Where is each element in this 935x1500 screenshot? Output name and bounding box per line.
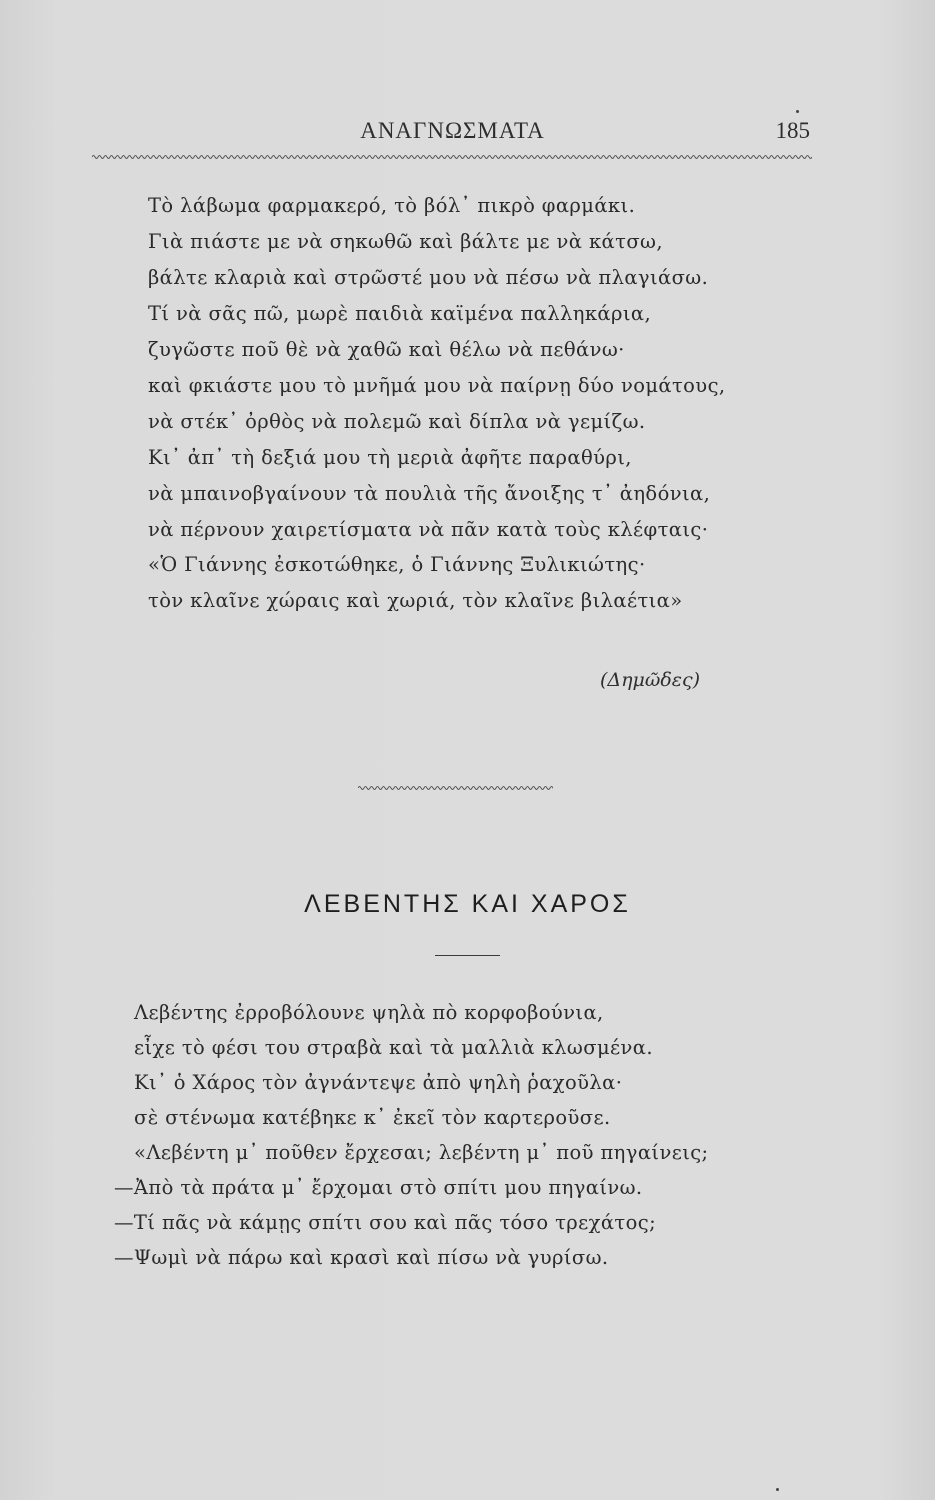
title-rule — [435, 955, 500, 956]
verse-line: νὰ στέκ᾽ ὀρθὸς νὰ πολεμῶ καὶ δίπλα νὰ γεμίζω. — [148, 410, 646, 433]
wavy-rule-top-graphic — [92, 152, 812, 162]
verse-line: βάλτε κλαριὰ καὶ στρῶστέ μου νὰ πέσω νὰ πλαγιάσω. — [148, 266, 709, 289]
verse-line: —Ψωμὶ νὰ πάρω καὶ κρασὶ καὶ πίσω νὰ γυρίσω. — [114, 1246, 609, 1269]
verse-line: Γιὰ πιάστε με νὰ σηκωθῶ καὶ βάλτε με νὰ κάτσω, — [148, 230, 663, 253]
speck — [796, 110, 799, 113]
verse-line: τὸν κλαῖνε χώραις καὶ χωριά, τὸν κλαῖνε βιλαέτια» — [148, 589, 683, 612]
verse-line: εἶχε τὸ φέσι του στραβὰ καὶ τὰ μαλλιὰ κλωσμένα. — [134, 1036, 653, 1059]
verse-line: καὶ φκιάστε μου τὸ μνῆμά μου νὰ παίρνῃ δύο νομάτους, — [148, 374, 726, 397]
wavy-rule-top — [92, 152, 812, 162]
wavy-rule-divider — [358, 783, 553, 793]
page-header — [95, 118, 810, 152]
wavy-rule-divider-graphic — [358, 783, 553, 793]
verse-line: Λεβέντης ἐρροβόλουνε ψηλὰ πὸ κορφοβούνια, — [134, 1001, 604, 1024]
verse-line: «Λεβέντη μ᾽ ποῦθεν ἔρχεσαι; λεβέντη μ᾽ ποῦ πηγαίνεις; — [134, 1141, 709, 1164]
page-number: 185 — [775, 118, 810, 143]
verse-line: Τί νὰ σᾶς πῶ, μωρὲ παιδιὰ καϊμένα παλληκάρια, — [148, 302, 652, 325]
speck — [776, 1488, 779, 1491]
verse-line: ζυγῶστε ποῦ θὲ νὰ χαθῶ καὶ θέλω νὰ πεθάνω· — [148, 338, 625, 361]
running-title: ΑΝΑΓΝΩΣΜΑΤΑ — [360, 118, 545, 143]
verse-line: νὰ μπαινοβγαίνουν τὰ πουλιὰ τῆς ἄνοιξης τ᾽ ἀηδόνια, — [148, 482, 711, 505]
verse-line: —Τί πᾶς νὰ κάμῃς σπίτι σου καὶ πᾶς τόσο τρεχάτος; — [114, 1211, 657, 1234]
verse-line: σὲ στένωμα κατέβηκε κ᾽ ἐκεῖ τὸν καρτεροῦσε. — [134, 1106, 611, 1129]
verse-line: Τὸ λάβωμα φαρμακερό, τὸ βόλ᾽ πικρὸ φαρμάκι. — [148, 194, 636, 217]
verse-line: Κι᾽ ἀπ᾽ τὴ δεξιά μου τὴ μεριὰ ἀφῆτε παραθύρι, — [148, 446, 632, 469]
verse-line: νὰ πέρνουν χαιρετίσματα νὰ πᾶν κατὰ τοὺς κλέφταις· — [148, 518, 709, 541]
verse-line: —Ἀπὸ τὰ πράτα μ᾽ ἔρχομαι στὸ σπίτι μου πηγαίνω. — [114, 1176, 643, 1199]
poem-title: ΛΕΒΕΝΤΗΣ ΚΑΙ ΧΑΡΟΣ — [304, 890, 631, 918]
verse-line: «Ὁ Γιάννης ἐσκοτώθηκε, ὁ Γιάννης Ξυλικιώτης· — [148, 553, 646, 576]
poem-source: (Δημῶδες) — [600, 669, 701, 691]
verse-line: Κι᾽ ὁ Χάρος τὸν ἀγνάντεψε ἀπὸ ψηλὴ ῥαχοῦλα· — [134, 1071, 623, 1094]
